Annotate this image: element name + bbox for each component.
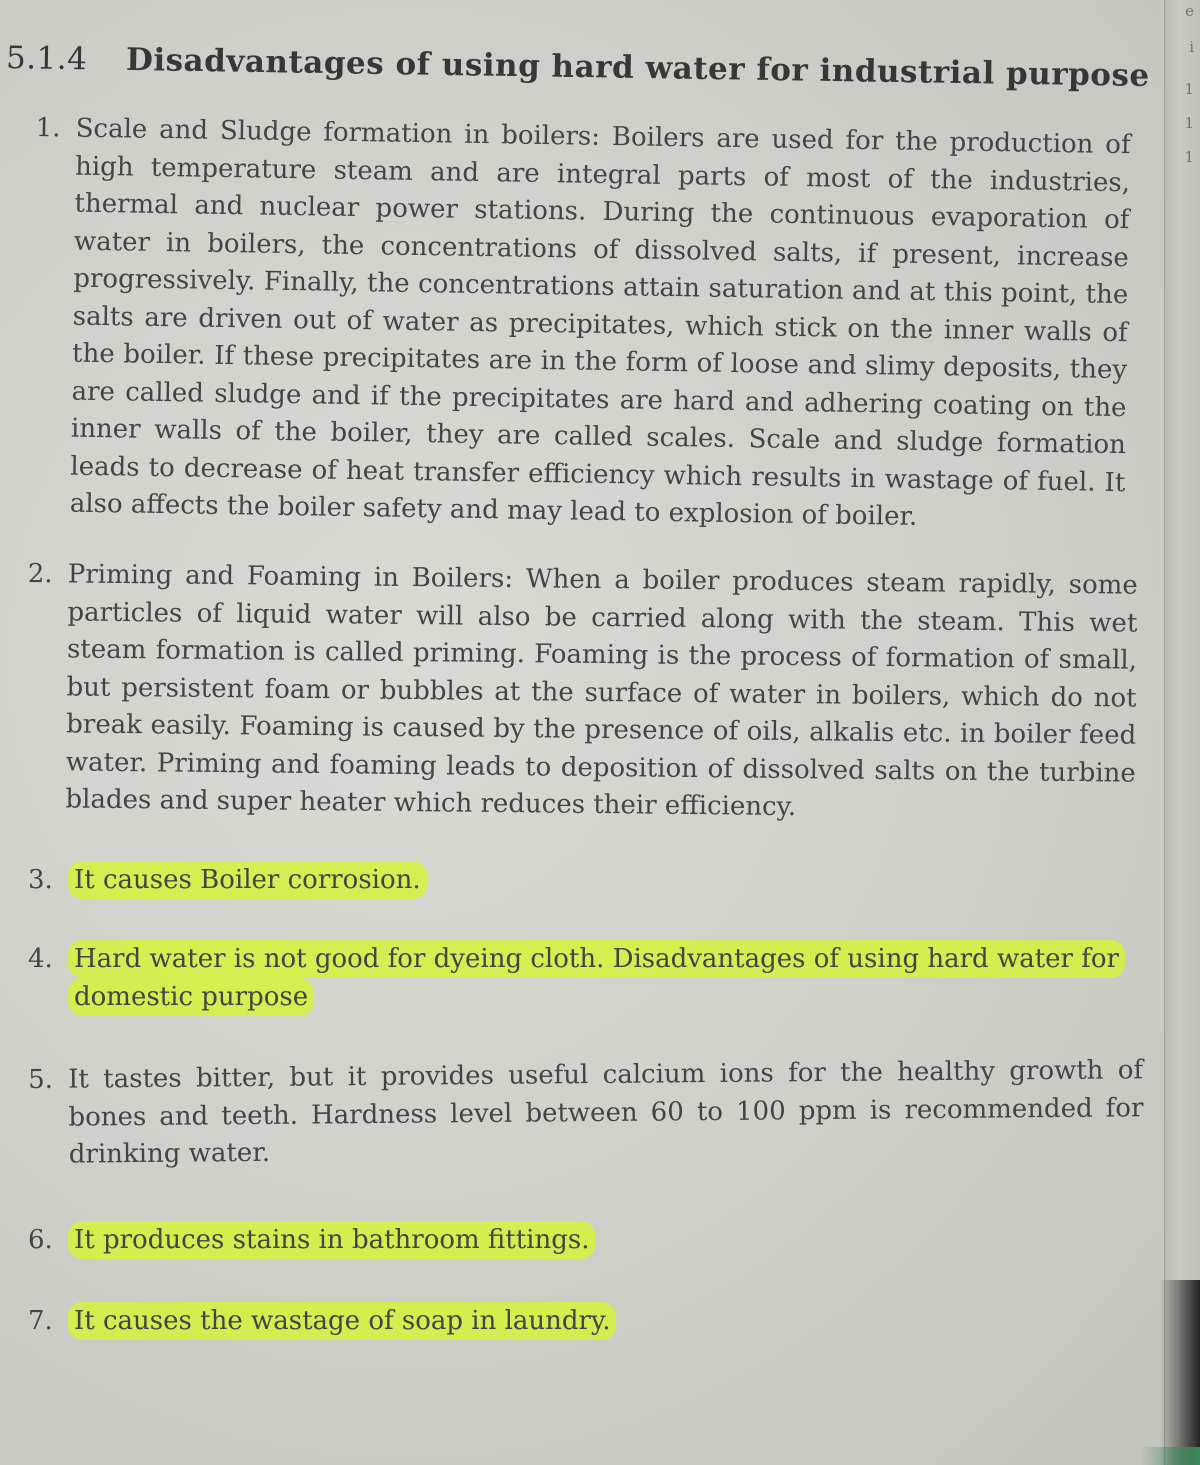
item-number: 2. [27, 558, 53, 590]
item-text: It tastes bitter, but it provides useful calcium ions for the healthy growth of bones and teeth. Hardness level between 60 to 100 ppm is recommended for drinking water. [68, 1055, 1144, 1170]
section-number: 5.1.4 [5, 40, 88, 78]
page-curl-shadow [1160, 1280, 1200, 1465]
item-number: 7. [28, 1306, 53, 1336]
adjacent-page-edge [1164, 0, 1200, 1465]
item-text-highlighted: It causes the wastage of soap in laundry. [68, 1302, 616, 1340]
edge-fragment: 1 [1184, 80, 1194, 98]
item-text: Priming and Foaming in Boilers: When a boiler produces steam rapidly, some particles of liquid water will also be carried along with the steam. This wet steam formation is called priming. Foaming is the process of formation of small, but persistent foam or bubbles at the surface of water in boilers, which do not break easily. Foaming is caused by the presence of oils, alkalis etc. in boiler feed water. Priming and foaming leads to deposition of dissolved salts on the turbine blades and super heater which reduces their efficiency. [65, 559, 1138, 823]
list-item [28, 862, 1138, 900]
edge-fragment: i [1189, 38, 1194, 56]
item-text-highlighted: It produces stains in bathroom fittings. [68, 1221, 595, 1259]
edge-fragment: e [1185, 2, 1194, 20]
item-number: 5. [28, 1064, 54, 1095]
cover-corner [1140, 1447, 1200, 1465]
list-item [25, 556, 1138, 830]
item-text-highlighted: Hard water is not good for dyeing cloth. Disadvantages of using hard water for domestic purpose [68, 940, 1125, 1016]
item-text-highlighted: It causes Boiler corrosion. [68, 861, 427, 899]
item-text: Scale and Sludge formation in boilers: Boilers are used for the production of high temperature steam and are integral parts of most of the industries, thermal and nuclear power stations. During the continuous evaporation of water in boilers, the concentrations of dissolved salts, if present, increase progressively. Finally, the concentrations attain saturation and at this point, the salts are driven out of water as precipitates, which stick on the inner walls of the boiler. If these precipitates are in the form of loose and slimy deposits, they are called sludge and if the precipitates are hard and adhering coating on the inner walls of the boiler, they are called scales. Scale and sludge formation leads to decrease of heat transfer efficiency which results in wastage of fuel. It also affects the boiler safety and may lead to explosion of boiler. [69, 113, 1131, 532]
item-number: 4. [28, 944, 53, 974]
item-number: 1. [35, 112, 61, 144]
list-item [28, 941, 1143, 1016]
list-item [28, 1052, 1144, 1174]
item-number: 3. [28, 865, 53, 895]
section-title: Disadvantages of using hard water for industrial purpose [125, 41, 1150, 94]
item-number: 6. [28, 1225, 53, 1255]
list-item [30, 110, 1131, 540]
edge-fragment: 1 [1184, 114, 1194, 132]
edge-fragment: 1 [1184, 148, 1194, 166]
list-item [28, 1303, 1138, 1341]
list-item [28, 1222, 1138, 1260]
